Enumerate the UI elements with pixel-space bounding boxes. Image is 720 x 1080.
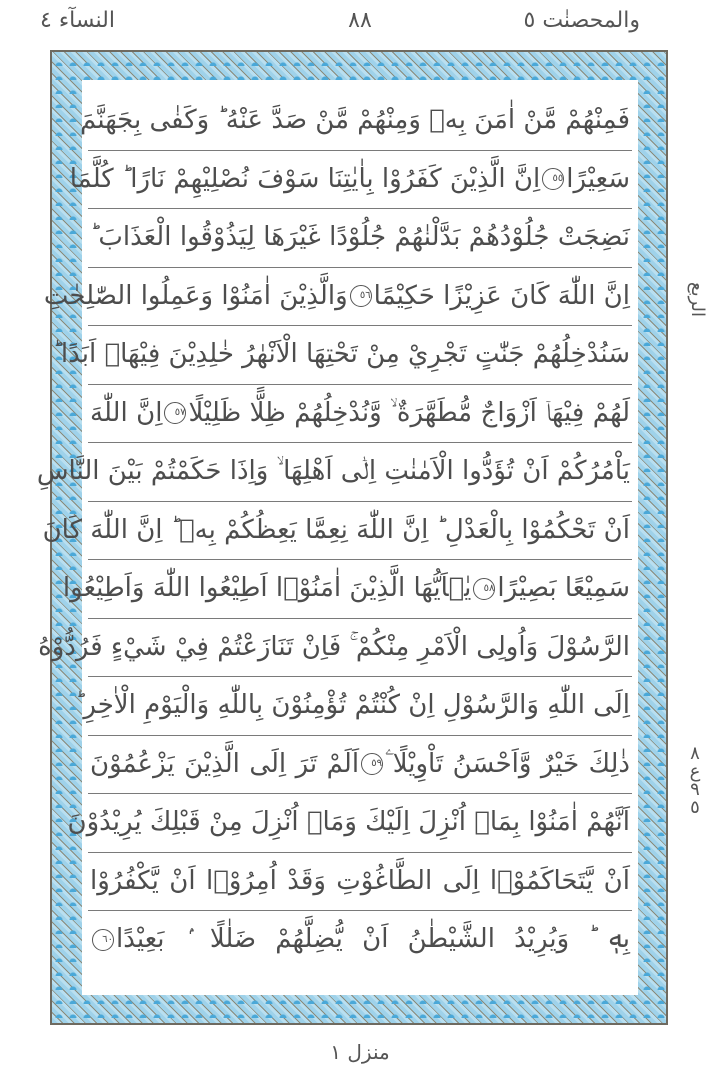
- verse-lines: [36, 92, 632, 970]
- verse-text: سَمِيْعًا بَصِيْرًا: [497, 573, 630, 603]
- verse-text: بِهٖ ؕ وَيُرِيْدُ الشَّيْطٰنُ اَنْ يُّضِلَّهُمْ ضَلٰلًا ۢ بَعِيْدًا: [116, 924, 630, 954]
- verse-line: [80, 92, 632, 151]
- verse-text: ذٰلِكَ خَيْرٌ وَّاَحْسَنُ تَاْوِيْلًا ۧ: [385, 748, 630, 779]
- ruku-marker: [680, 745, 710, 817]
- ayah-number-marker: ٥٧: [164, 402, 186, 424]
- verse-line: [52, 326, 632, 385]
- verse-text: الرَّسُوْلَ وَاُولِى الْاَمْرِ مِنْكُمْ ۚ فَاِنْ تَنَازَعْتُمْ فِيْ شَيْءٍ فَرُدُّوْهُ: [38, 631, 630, 662]
- surah-name: النسآء ٤: [40, 8, 115, 33]
- verse-line: [36, 443, 632, 502]
- ayah-number-marker: ٥٨: [473, 578, 495, 600]
- verse-line: [69, 151, 632, 210]
- page-number: ٨٨: [348, 8, 372, 33]
- verse-text: نَضِجَتْ جُلُوْدُهُمْ بَدَّلْنٰهُمْ جُلُوْدًا غَيْرَهَا لِيَذُوْقُوا الْعَذَابَ ؕ: [90, 222, 630, 252]
- ruku-marker-top: ٨: [690, 743, 700, 764]
- ruku-marker-bottom: ٥: [690, 797, 700, 818]
- verse-line: [42, 502, 632, 561]
- verse-text: وَالَّذِيْنَ اٰمَنُوْا وَعَمِلُوا الصّٰلِحٰتِ: [43, 280, 348, 311]
- verse-line: [88, 853, 632, 912]
- verse-text: فَمِنْهُمْ مَّنْ اٰمَنَ بِهٖ وَمِنْهُمْ مَّنْ صَدَّ عَنْهُ ؕ وَكَفٰى بِجَهَنَّمَ: [80, 105, 630, 135]
- verse-line: [67, 794, 632, 853]
- verse-text: اِنَّ اللّٰهَ كَانَ عَزِيْزًا حَكِيْمًا: [373, 280, 630, 311]
- verse-text: اِنَّ الَّذِيْنَ كَفَرُوْا بِاٰيٰتِنَا سَوْفَ نُصْلِيْهِمْ نَارًا ؕ كُلَّمَا: [69, 163, 541, 194]
- ayah-number-marker: ٥٥: [542, 168, 564, 190]
- verse-text: اِلَى اللّٰهِ وَالرَّسُوْلِ اِنْ كُنْتُمْ تُؤْمِنُوْنَ بِاللّٰهِ وَالْيَوْمِ الْاٰخِرِ ؕ: [75, 690, 630, 720]
- juz-name: والمحصنٰت ٥: [523, 8, 640, 33]
- verse-text: اَنَّهُمْ اٰمَنُوْا بِمَاۤ اُنْزِلَ اِلَيْكَ وَمَاۤ اُنْزِلَ مِنْ قَبْلِكَ يُرِيْدُوْنَ: [67, 807, 630, 837]
- text-panel: [36, 80, 638, 995]
- manzil-footer: منزل ١: [330, 1040, 390, 1064]
- verse-line: [88, 209, 632, 268]
- verse-line: [62, 560, 632, 619]
- verse-text: اِنَّ اللّٰهَ: [90, 397, 163, 428]
- verse-text: اَنْ تَحْكُمُوْا بِالْعَدْلِ ؕ اِنَّ اللّٰهَ نِعِمَّا يَعِظُكُمْ بِهٖ ؕ اِنَّ اللّٰهَ كَانَ: [42, 514, 630, 545]
- page-header: [0, 8, 720, 42]
- rub-marker: الربع: [687, 282, 708, 318]
- verse-line: [43, 268, 632, 327]
- ayah-number-marker: ٦٠: [92, 929, 114, 951]
- verse-line: [38, 619, 632, 678]
- verse-text: اَنْ يَّتَحَاكَمُوْۤا اِلَى الطَّاغُوْتِ وَقَدْ اُمِرُوْۤا اَنْ يَّكْفُرُوْا: [90, 865, 630, 896]
- verse-line: [88, 736, 632, 795]
- verse-line: [88, 911, 632, 970]
- verse-line: [75, 677, 632, 736]
- ruku-symbol-icon: ع: [689, 761, 701, 782]
- verse-text: سَنُدْخِلُهُمْ جَنّٰتٍ تَجْرِيْ مِنْ تَحْتِهَا الْاَنْهٰرُ خٰلِدِيْنَ فِيْهَاۤ اَبَدًا ؕ: [52, 339, 630, 369]
- verse-text: يَاْمُرُكُمْ اَنْ تُؤَدُّوا الْاَمٰنٰتِ اِلٰۤى اَهْلِهَا ۙ وَاِذَا حَكَمْتُمْ بَيْنَ النَّاسِ: [36, 456, 630, 486]
- ayah-number-marker: ٥٦: [350, 285, 372, 307]
- ruku-marker-middle: ٩: [690, 779, 700, 800]
- ayah-number-marker: ٥٩: [361, 753, 383, 775]
- verse-text: اَلَمْ تَرَ اِلَى الَّذِيْنَ يَزْعُمُوْنَ: [90, 748, 360, 779]
- verse-line: [88, 385, 632, 444]
- verse-text: سَعِيْرًا: [566, 163, 630, 194]
- verse-text: لَهُمْ فِيْهَاۤ اَزْوَاجٌ مُّطَهَّرَةٌ ۙ وَّنُدْخِلُهُمْ ظِلًّا ظَلِيْلًا: [188, 397, 630, 428]
- verse-text: يٰۤاَيُّهَا الَّذِيْنَ اٰمَنُوْۤا اَطِيْعُوا اللّٰهَ وَاَطِيْعُوا: [62, 573, 472, 603]
